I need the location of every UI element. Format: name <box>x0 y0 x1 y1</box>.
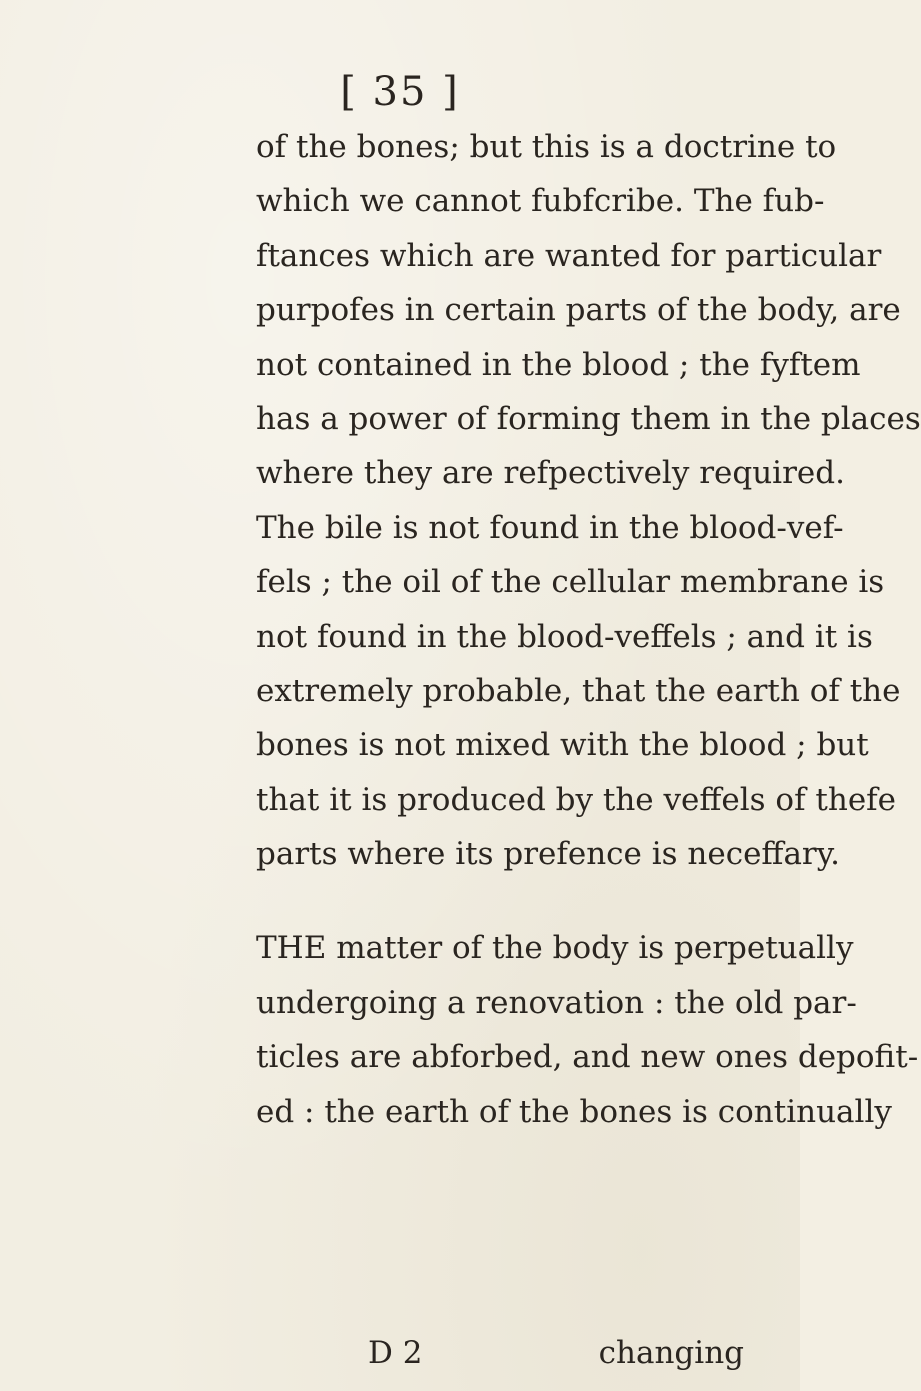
text-line: undergoing a renovation : the old par- <box>256 984 857 1021</box>
text-line: of the bones; but this is a doctrine to <box>256 129 837 165</box>
text-line: fels ; the oil of the cellular membrane is <box>256 564 885 601</box>
signature-mark: D 2 <box>368 1335 423 1371</box>
paragraph-2 <box>256 921 919 1139</box>
paragraph-gap <box>256 881 744 921</box>
page-body <box>256 120 921 1139</box>
text-line: extremely probable, that the earth of the <box>256 672 901 709</box>
text-line: where they are refpectively required. <box>256 455 845 492</box>
text-line: purpofes in certain parts of the body, are <box>256 292 901 329</box>
page-footer <box>256 1326 744 1380</box>
text-line: The bile is not found in the blood-vef- <box>256 509 844 546</box>
text-line: bones is not mixed with the blood ; but <box>256 727 869 764</box>
text-line: has a power of forming them in the places <box>256 400 921 437</box>
text-line: THE matter of the body is perpetually <box>256 930 854 967</box>
text-line: ticles are abforbed, and new ones depofit- <box>256 1039 919 1076</box>
text-line: ed : the earth of the bones is continually <box>256 1093 892 1130</box>
paragraph-1 <box>256 120 921 881</box>
text-line: parts where its prefence is neceffary. <box>256 836 840 873</box>
text-line: that it is produced by the veffels of thefe <box>256 781 896 818</box>
catchword: changing <box>598 1335 744 1371</box>
text-line: not contained in the blood ; the fyftem <box>256 346 861 383</box>
page-number: [ 35 ] <box>340 69 460 115</box>
text-line: not found in the blood-veffels ; and it is <box>256 618 873 655</box>
text-line: ftances which are wanted for particular <box>256 237 882 274</box>
text-line: which we cannot fubfcribe. The fub- <box>256 183 825 220</box>
